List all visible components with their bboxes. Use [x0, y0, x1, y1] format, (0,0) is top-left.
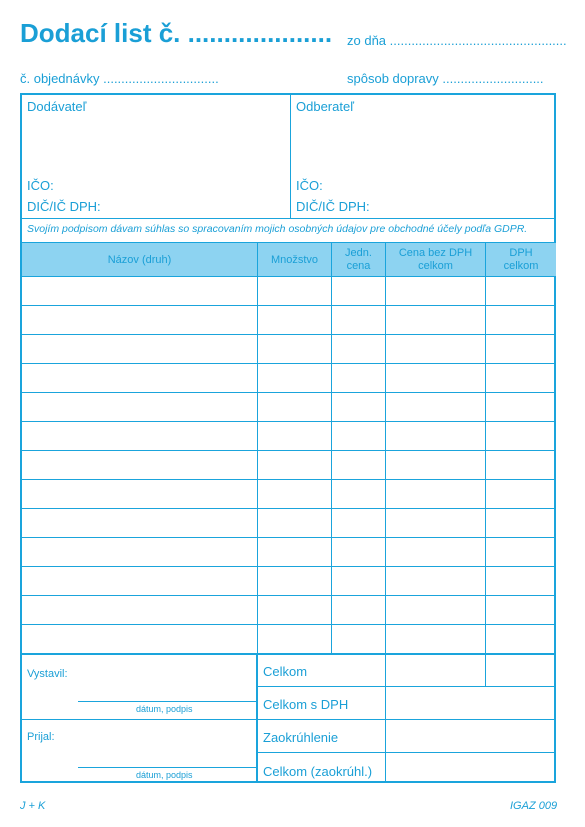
- customer-ico-label: IČO:: [296, 178, 323, 193]
- table-row[interactable]: [22, 624, 556, 625]
- table-row[interactable]: [22, 450, 556, 451]
- document-title: Dodací list č. ....................: [20, 18, 333, 48]
- col-header-name: Názov (druh): [107, 254, 172, 266]
- supplier-dic-label: DIČ/IČ DPH:: [27, 199, 101, 214]
- table-row[interactable]: [22, 334, 556, 335]
- gdpr-consent-text: Svojím podpisom dávam súhlas so spracovaním mojich osobných údajov pre obchodné účely podľa GDPR.: [27, 223, 528, 235]
- rounding-label: Zaokrúhlenie: [263, 730, 339, 745]
- table-row[interactable]: [22, 363, 556, 364]
- total-rounded-label: Celkom (zaokrúhl.): [263, 764, 373, 779]
- footer-form-code: IGAZ 009: [510, 800, 558, 812]
- date-field[interactable]: zo dňa .................................................: [347, 33, 567, 48]
- totals-rule-3: [257, 752, 556, 753]
- issued-date-signature-caption: dátum, podpis: [136, 704, 193, 714]
- totals-rule-1: [257, 686, 556, 687]
- form-frame: [20, 93, 556, 783]
- table-row[interactable]: [22, 595, 556, 596]
- totals-vat-divider: [485, 654, 486, 686]
- table-row[interactable]: [22, 479, 556, 480]
- table-row[interactable]: [22, 276, 556, 277]
- parties-divider: [290, 95, 291, 218]
- total-label: Celkom: [263, 664, 308, 679]
- issued-signature-line[interactable]: [78, 701, 256, 702]
- signature-separator: [22, 719, 256, 720]
- table-row[interactable]: [22, 537, 556, 538]
- received-signature-line[interactable]: [78, 767, 256, 768]
- col-header-quantity: Množstvo: [270, 254, 319, 266]
- totals-rule-2: [257, 719, 556, 720]
- table-row[interactable]: [22, 566, 556, 567]
- col-header-unit-price: Jedn. cena: [345, 247, 372, 272]
- supplier-label: Dodávateľ: [27, 99, 87, 114]
- received-date-signature-caption: dátum, podpis: [136, 770, 193, 780]
- order-number-field[interactable]: č. objednávky ................................: [20, 71, 219, 86]
- received-by-label: Prijal:: [27, 731, 55, 743]
- table-row[interactable]: [22, 392, 556, 393]
- summary-top-rule: [22, 653, 556, 655]
- table-row[interactable]: [22, 508, 556, 509]
- customer-dic-label: DIČ/IČ DPH:: [296, 199, 370, 214]
- transport-method-field[interactable]: spôsob dopravy ............................: [347, 71, 544, 86]
- footer-publisher: J + K: [20, 800, 46, 812]
- issued-by-label: Vystavil:: [27, 668, 68, 680]
- supplier-ico-label: IČO:: [27, 178, 54, 193]
- col-header-price-no-vat: Cena bez DPH celkom: [398, 247, 473, 272]
- table-row[interactable]: [22, 421, 556, 422]
- col-header-vat-total: DPH celkom: [503, 247, 539, 272]
- gdpr-top-rule: [22, 218, 556, 219]
- table-row[interactable]: [22, 305, 556, 306]
- customer-label: Odberateľ: [296, 99, 354, 114]
- total-with-vat-label: Celkom s DPH: [263, 697, 349, 712]
